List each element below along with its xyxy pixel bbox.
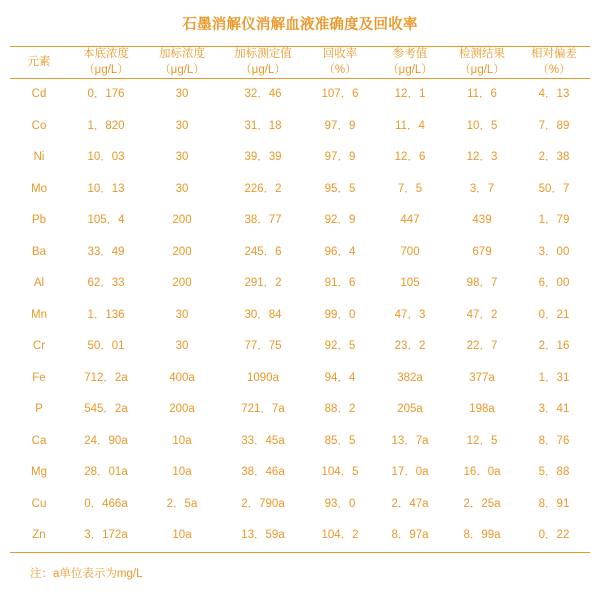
table-body: [10, 79, 590, 553]
cell-result: 12．5: [466, 434, 498, 447]
table-row: [10, 489, 590, 521]
cell-background: 10．13: [87, 182, 125, 195]
cell-spike: 30: [175, 182, 189, 195]
cell-background: 28．01a: [84, 466, 128, 479]
cell-deviation: 0．22: [538, 529, 570, 542]
cell-reference: 105: [400, 277, 420, 290]
column-header-result: [446, 47, 518, 79]
cell-measured: 39．39: [244, 151, 282, 164]
cell-result: 377a: [469, 371, 495, 384]
cell-result: 98．7: [466, 277, 498, 290]
cell-recovery: 96．4: [324, 245, 356, 258]
cell-element: Cu: [31, 497, 47, 510]
cell-reference: 12．6: [394, 151, 426, 164]
table-row: [10, 237, 590, 269]
column-header-spike: [144, 47, 220, 79]
cell-measured: 226．2: [244, 182, 282, 195]
cell-result: 439: [472, 214, 492, 227]
column-header-spike-line2: （μg/L）: [159, 63, 205, 76]
cell-element: Mg: [31, 466, 47, 479]
cell-reference: 11．4: [395, 119, 425, 132]
table-row: [10, 300, 590, 332]
cell-measured: 721．7a: [241, 403, 285, 416]
column-header-measured-line2: （μg/L）: [240, 63, 286, 76]
table-row: [10, 394, 590, 426]
cell-recovery: 97．9: [324, 151, 356, 164]
cell-result: 8．99a: [463, 529, 501, 542]
cell-measured: 2．790a: [241, 497, 285, 510]
cell-deviation: 50．7: [538, 182, 570, 195]
cell-recovery: 107．6: [321, 88, 359, 101]
cell-background: 62．33: [87, 277, 125, 290]
column-header-reference: [374, 47, 446, 79]
cell-spike: 200: [172, 277, 192, 290]
cell-element: Ca: [31, 434, 47, 447]
cell-result: 11．6: [467, 88, 497, 101]
cell-recovery: 85．5: [324, 434, 356, 447]
cell-spike: 30: [175, 340, 189, 353]
cell-result: 16．0a: [463, 466, 501, 479]
cell-element: Pb: [31, 214, 47, 227]
cell-reference: 447: [400, 214, 420, 227]
table-row: [10, 174, 590, 206]
cell-spike: 30: [175, 151, 189, 164]
cell-background: 0．466a: [84, 497, 128, 510]
column-header-deviation: [518, 47, 590, 79]
cell-background: 712．2a: [84, 371, 128, 384]
cell-element: Mn: [31, 308, 47, 321]
page-title: 石墨消解仪消解血液准确度及回收率: [182, 17, 418, 33]
cell-background: 1．136: [87, 308, 125, 321]
cell-measured: 1090a: [247, 371, 279, 384]
cell-spike: 400a: [169, 371, 195, 384]
cell-result: 198a: [469, 403, 495, 416]
column-header-reference-line1: 参考值: [392, 48, 428, 60]
table-row: [10, 457, 590, 489]
cell-result: 12．3: [466, 151, 498, 164]
cell-element: Mo: [31, 182, 47, 195]
column-header-deviation-line2: （%）: [537, 63, 571, 76]
cell-deviation: 0．21: [538, 308, 570, 321]
cell-spike: 200: [172, 245, 192, 258]
cell-recovery: 104．2: [321, 529, 359, 542]
cell-deviation: 4．13: [538, 88, 570, 101]
cell-reference: 700: [400, 245, 420, 258]
cell-spike: 200a: [169, 403, 195, 416]
cell-element: Cr: [32, 340, 46, 353]
cell-reference: 13．7a: [391, 434, 429, 447]
cell-measured: 31．18: [244, 119, 282, 132]
cell-measured: 33．45a: [241, 434, 285, 447]
column-header-background-line2: （μg/L）: [83, 63, 129, 76]
cell-spike: 200: [172, 214, 192, 227]
cell-reference: 23．2: [394, 340, 426, 353]
cell-reference: 8．97a: [391, 529, 429, 542]
cell-deviation: 3．41: [538, 403, 570, 416]
cell-spike: 30: [175, 308, 189, 321]
table-row: [10, 79, 590, 111]
table-row: [10, 142, 590, 174]
table-row: [10, 111, 590, 143]
table-row: [10, 363, 590, 395]
cell-reference: 12．1: [394, 88, 426, 101]
cell-measured: 32．46: [244, 88, 282, 101]
cell-recovery: 95．5: [324, 182, 356, 195]
table-header: [10, 47, 590, 79]
cell-background: 24．90a: [84, 434, 128, 447]
cell-deviation: 3．00: [538, 245, 570, 258]
cell-reference: 2．47a: [391, 497, 429, 510]
cell-background: 105．4: [87, 214, 125, 227]
cell-deviation: 2．38: [538, 151, 570, 164]
cell-result: 22．7: [466, 340, 498, 353]
cell-result: 3．7: [469, 182, 495, 195]
cell-recovery: 91．6: [324, 277, 356, 290]
cell-reference: 382a: [397, 371, 423, 384]
cell-deviation: 1．79: [538, 214, 570, 227]
cell-element: Zn: [32, 529, 46, 542]
cell-deviation: 1．31: [538, 371, 570, 384]
cell-background: 0．176: [87, 88, 125, 101]
cell-spike: 10a: [172, 466, 192, 479]
cell-element: P: [35, 403, 43, 416]
cell-measured: 38．46a: [241, 466, 285, 479]
column-header-recovery: [306, 47, 374, 79]
cell-spike: 10a: [172, 529, 192, 542]
column-header-recovery-line1: 回收率: [322, 48, 358, 60]
cell-result: 679: [472, 245, 492, 258]
cell-deviation: 5．88: [538, 466, 570, 479]
cell-recovery: 93．0: [324, 497, 356, 510]
cell-result: 10．5: [466, 119, 498, 132]
cell-deviation: 8．76: [538, 434, 570, 447]
column-header-background-line1: 本底浓度: [83, 48, 129, 60]
column-header-background: [68, 47, 144, 79]
column-header-spike-line1: 加标浓度: [159, 48, 205, 60]
cell-result: 2．25a: [463, 497, 501, 510]
table-row: [10, 205, 590, 237]
cell-reference: 17．0a: [391, 466, 429, 479]
cell-recovery: 92．9: [324, 214, 356, 227]
cell-measured: 77．75: [244, 340, 282, 353]
cell-reference: 7．5: [397, 182, 423, 195]
cell-background: 50．01: [87, 340, 125, 353]
header-row: [10, 47, 590, 79]
cell-measured: 291．2: [244, 277, 282, 290]
cell-deviation: 7．89: [538, 119, 570, 132]
column-header-recovery-line2: （%）: [323, 63, 357, 76]
column-header-element: [10, 47, 68, 79]
column-header-element-line1: 元素: [27, 55, 51, 68]
cell-element: Al: [33, 277, 45, 290]
table-row: [10, 331, 590, 363]
cell-measured: 38．77: [244, 214, 282, 227]
cell-measured: 30．84: [244, 308, 282, 321]
column-header-result-line2: （μg/L）: [459, 63, 505, 76]
cell-background: 3．172a: [84, 529, 128, 542]
cell-measured: 13．59a: [241, 529, 285, 542]
cell-recovery: 104．5: [321, 466, 359, 479]
cell-element: Cd: [31, 88, 47, 101]
cell-background: 33．49: [87, 245, 125, 258]
cell-reference: 205a: [397, 403, 423, 416]
column-header-reference-line2: （μg/L）: [387, 63, 433, 76]
cell-recovery: 97．9: [324, 119, 356, 132]
table-row: [10, 426, 590, 458]
cell-element: Ni: [33, 151, 45, 164]
cell-background: 545．2a: [84, 403, 128, 416]
cell-background: 1．820: [87, 119, 125, 132]
column-header-result-line1: 检测结果: [459, 48, 505, 60]
cell-reference: 47．3: [394, 308, 426, 321]
cell-measured: 245．6: [244, 245, 282, 258]
cell-recovery: 92．5: [324, 340, 356, 353]
column-header-deviation-line1: 相对偏差: [531, 48, 577, 60]
cell-background: 10．03: [87, 151, 125, 164]
cell-spike: 30: [175, 119, 189, 132]
cell-element: Fe: [32, 371, 46, 384]
cell-deviation: 8．91: [538, 497, 570, 510]
column-header-measured: [220, 47, 306, 79]
cell-spike: 10a: [172, 434, 192, 447]
cell-deviation: 6．00: [538, 277, 570, 290]
cell-recovery: 99．0: [324, 308, 356, 321]
table-row: [10, 268, 590, 300]
cell-element: Ba: [31, 245, 47, 258]
cell-spike: 2．5a: [166, 497, 198, 510]
column-header-measured-line1: 加标测定值: [234, 48, 292, 60]
table-footnote: 注：a单位表示为mg/L: [30, 567, 143, 580]
cell-recovery: 88．2: [324, 403, 356, 416]
cell-element: Co: [31, 119, 47, 132]
table-row: [10, 520, 590, 552]
cell-result: 47．2: [466, 308, 498, 321]
cell-recovery: 94．4: [324, 371, 356, 384]
cell-spike: 30: [175, 88, 189, 101]
cell-deviation: 2．16: [538, 340, 570, 353]
results-table: [10, 46, 590, 553]
